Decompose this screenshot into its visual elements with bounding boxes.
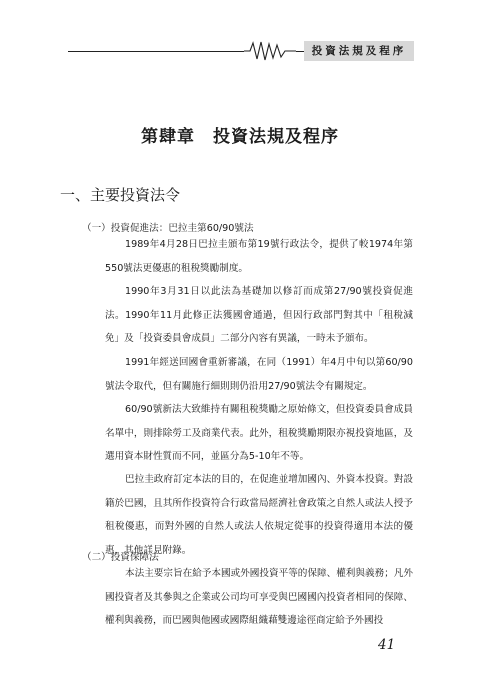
header-rule-left	[68, 51, 244, 52]
paragraph-3: 1991年經送回國會重新審議，在同（1991）年4月中旬以第60/90號法令取代，但有關施行細則則仍沿用27/90號法令有關規定。	[105, 357, 413, 392]
paragraph-6: 本法主要宗旨在給予本國或外國投資平等的保障、權利與義務；凡外國投資者及其參與之企業或公司均可享受與巴國國內投資者相同的保障、權利與義務，而巴國與他國或國際組織藉雙邊途徑商定給予外國投	[105, 568, 413, 626]
paragraph-2: 1990年3月31日以此法為基礎加以修訂而成第27/90號投資促進法。1990年11月此修正法獲國會通過，但因行政部門對其中「租稅減免」及「投資委員會成員」二部分內容有異議，一時未予頒布。	[105, 286, 413, 344]
section-title: 一、主要投資法令	[60, 186, 181, 204]
paragraph-4: 60/90號新法大致維持有關租稅獎勵之原始條文，但投資委員會成員名單中，則排除勞工及商業代表。此外，租稅獎勵期限亦視投資地區，及選用資本財性質而不同，並區分為5-10年不等。	[105, 404, 413, 462]
subsection-heading-2: （二）投資保障法	[82, 552, 159, 563]
header-rule-right	[296, 51, 304, 52]
chapter-title: 第肆章 投資法規及程序	[141, 127, 339, 147]
paragraph-1: 1989年4月28日巴拉圭頒布第19號行政法令，提供了較1974年第550號法更優惠的租稅獎勵制度。	[105, 239, 413, 274]
subsection-heading-1: （一）投資促進法：巴拉圭第60/90號法	[82, 223, 254, 234]
header-wave-icon	[244, 40, 296, 62]
paragraph-5: 巴拉圭政府訂定本法的目的，在促進並增加國內、外資本投資。對設籍於巴國，且其所作投資符合行政當局經濟社會政策之自然人或法人授予租稅優惠，而對外國的自然人或法人依規定從事的投資得適用本法的優惠，其他詳見附錄。	[105, 474, 413, 556]
running-header: 投資法規及程序	[304, 41, 414, 61]
page-number: 41	[378, 637, 396, 653]
